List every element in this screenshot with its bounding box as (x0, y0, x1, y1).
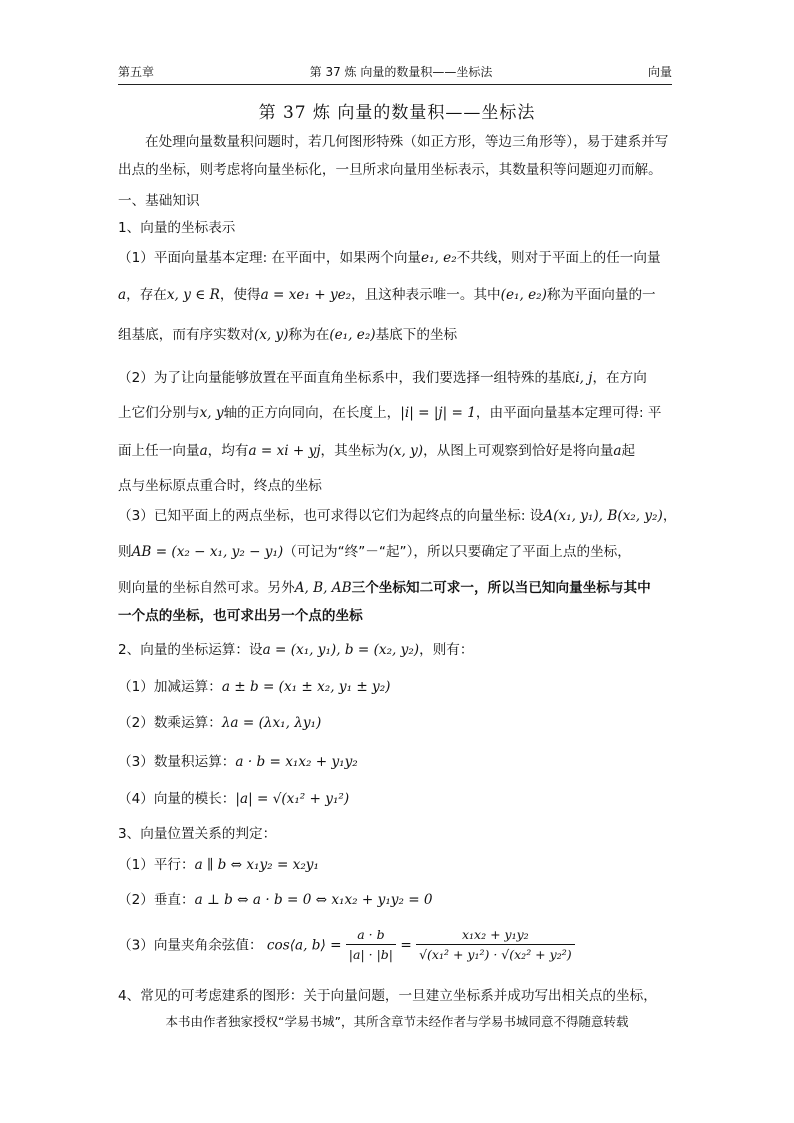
rel-parallel: （1）平行：a ∥ b ⇔ x₁y₂ = x₂y₁ (118, 857, 319, 873)
p3-line4: 一个点的坐标，也可求出另一个点的坐标 (118, 608, 363, 624)
cosine-fraction-coord: $\frac{\text{x₁x₂ + y₁y₂}}{\text{√(x₁² + y₁²) · √(x₂² + y₂²)}}$ (416, 926, 575, 965)
p1-line1: （1）平面向量基本定理: 在平面中，如果两个向量e₁, e₂不共线，则对于平面上的任一向量 (118, 250, 661, 266)
subsection-1-heading: 1、向量的坐标表示 (118, 220, 236, 236)
subsection-3-heading: 3、向量位置关系的判定： (118, 826, 277, 842)
rel-cosine: （3）向量夹角余弦值： cos⟨a, b⟩ = $\frac{a \cdot b}{|a| \cdot |b|}$ = $\frac{\text{x₁x₂ + y₁y₂}}{\text{√(x₁² + y₁²) · √(x₂² + y₂²)}}$ (118, 926, 678, 965)
rel-perpendicular: （2）垂直：a ⊥ b ⇔ a · b = 0 ⇔ x₁x₂ + y₁y₂ = 0 (118, 892, 433, 908)
p2-line4: 点与坐标原点重合时，终点的坐标 (118, 478, 322, 494)
subsection-2-heading: 2、向量的坐标运算：设a = (x₁, y₁), b = (x₂, y₂)，则有： (118, 642, 474, 658)
op-add-sub: （1）加减运算：a ± b = (x₁ ± x₂, y₁ ± y₂) (118, 679, 391, 695)
header-topic: 向量 (647, 65, 672, 79)
p3-line3: 则向量的坐标自然可求。另外A, B, AB三个坐标知二可求一，所以当已知向量坐标与其中 (118, 580, 651, 596)
page-title: 第 37 炼 向量的数量积——坐标法 (258, 103, 536, 123)
cosine-fraction-vector: $\frac{a \cdot b}{|a| \cdot |b|}$ (346, 926, 396, 965)
op-dot-product: （3）数量积运算：a · b = x₁x₂ + y₁y₂ (118, 754, 358, 770)
p1-line2: a，存在x, y ∈ R，使得a = xe₁ + ye₂，且这种表示唯一。其中(e₁, e₂)称为平面向量的一 (118, 287, 656, 303)
p2-line3: 面上任一向量a，均有a = xi + yj，其坐标为(x, y)，从图上可观察到恰好是将向量a起 (118, 443, 636, 459)
intro-paragraph: 在处理向量数量积问题时，若几何图形特殊（如正方形，等边三角形等），易于建系并写出点的坐标，则考虑将向量坐标化，一旦所求向量用坐标表示，其数量积等问题迎刃而解。 (118, 134, 669, 178)
op-magnitude: （4）向量的模长：|a| = √(x₁² + y₁²) (118, 791, 350, 807)
page-footer: 本书由作者独家授权“学易书城”，其所含章节未经作者与学易书城同意不得随意转载 (165, 1014, 629, 1029)
p2-line2: 上它们分别与x, y轴的正方向同向，在长度上，|i| = |j| = 1，由平面向量基本定理可得: 平 (118, 405, 662, 421)
p1-line3: 组基底，而有序实数对(x, y)称为在(e₁, e₂)基底下的坐标 (118, 327, 458, 343)
op-scalar-mult: （2）数乘运算：λa = (λx₁, λy₁) (118, 715, 322, 731)
p2-line1: （2）为了让向量能够放置在平面直角坐标系中，我们要选择一组特殊的基底i, j，在方向 (118, 370, 647, 386)
p3-line2: 则AB = (x₂ − x₁, y₂ − y₁)（可记为“终”－“起”），所以只要确定了平面上点的坐标， (118, 544, 631, 560)
header-chapter: 第五章 (118, 65, 155, 79)
p3-line1: （3）已知平面上的两点坐标，也可求得以它们为起终点的向量坐标: 设A(x₁, y₁), B(x₂, y₂)， (118, 508, 677, 524)
page-header (118, 58, 672, 85)
subsection-4-heading: 4、常见的可考虑建系的图形：关于向量问题，一旦建立坐标系并成功写出相关点的坐标， (118, 988, 657, 1004)
section-heading-basics: 一、基础知识 (118, 193, 200, 209)
header-lesson: 第 37 炼 向量的数量积——坐标法 (309, 65, 493, 79)
